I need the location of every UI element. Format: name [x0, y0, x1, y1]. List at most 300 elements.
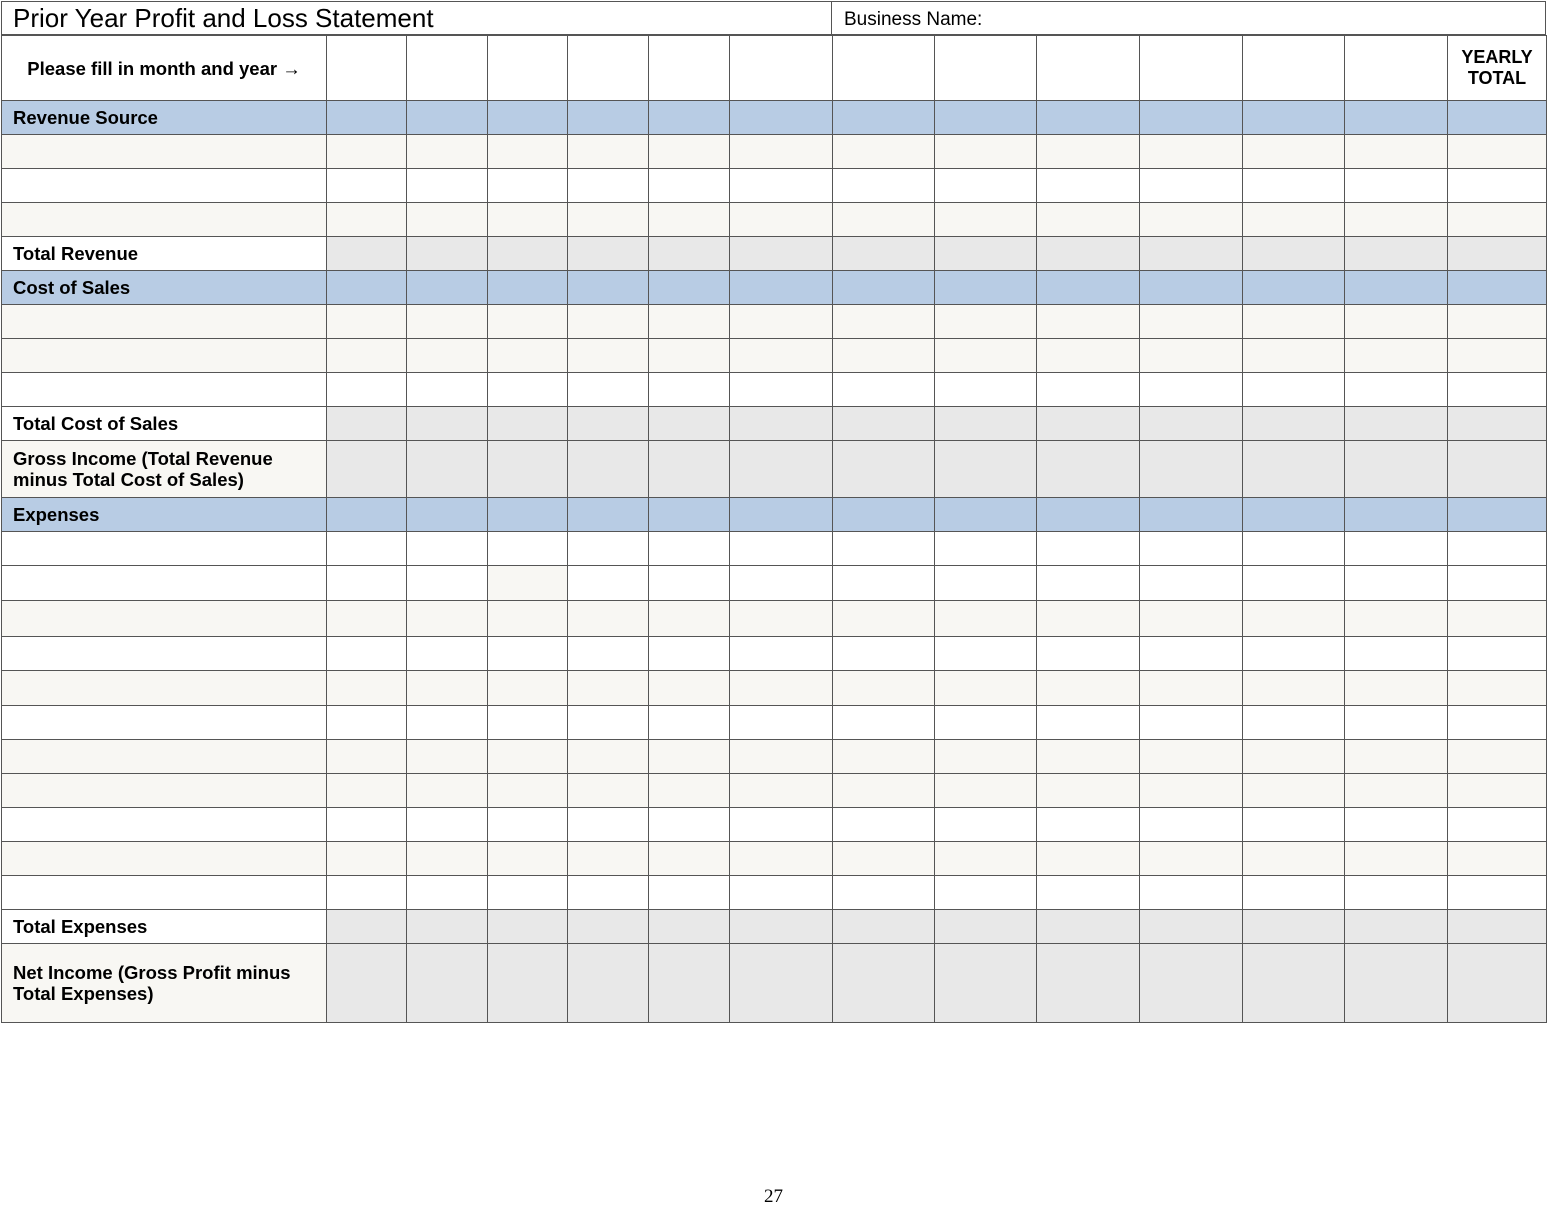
- amount-cell[interactable]: [407, 842, 488, 876]
- amount-cell[interactable]: [568, 566, 649, 601]
- amount-cell[interactable]: [1037, 441, 1140, 498]
- amount-cell[interactable]: [1037, 203, 1140, 237]
- amount-cell[interactable]: [833, 706, 935, 740]
- month-input[interactable]: [1037, 36, 1140, 101]
- amount-cell[interactable]: [730, 740, 833, 774]
- amount-cell[interactable]: [327, 305, 407, 339]
- yearly-total-cell[interactable]: [1448, 740, 1547, 774]
- amount-cell[interactable]: [1140, 671, 1243, 706]
- amount-cell[interactable]: [730, 532, 833, 566]
- amount-cell[interactable]: [935, 305, 1037, 339]
- amount-cell[interactable]: [833, 305, 935, 339]
- amount-cell[interactable]: [1037, 671, 1140, 706]
- amount-cell[interactable]: [833, 566, 935, 601]
- amount-cell[interactable]: [488, 842, 568, 876]
- amount-cell[interactable]: [1037, 407, 1140, 441]
- amount-cell[interactable]: [568, 441, 649, 498]
- amount-cell[interactable]: [1243, 441, 1345, 498]
- amount-cell[interactable]: [327, 441, 407, 498]
- amount-cell[interactable]: [730, 637, 833, 671]
- amount-cell[interactable]: [568, 740, 649, 774]
- amount-cell[interactable]: [935, 876, 1037, 910]
- amount-cell[interactable]: [327, 910, 407, 944]
- amount-cell[interactable]: [407, 910, 488, 944]
- amount-cell[interactable]: [1037, 339, 1140, 373]
- amount-cell[interactable]: [649, 407, 730, 441]
- month-input[interactable]: [935, 36, 1037, 101]
- line-item-label-input[interactable]: [2, 373, 327, 407]
- amount-cell[interactable]: [1243, 671, 1345, 706]
- amount-cell[interactable]: [649, 237, 730, 271]
- amount-cell[interactable]: [327, 532, 407, 566]
- amount-cell[interactable]: [649, 566, 730, 601]
- amount-cell[interactable]: [407, 373, 488, 407]
- amount-cell[interactable]: [649, 203, 730, 237]
- yearly-total-cell[interactable]: [1448, 373, 1547, 407]
- amount-cell[interactable]: [327, 808, 407, 842]
- amount-cell[interactable]: [1037, 944, 1140, 1023]
- amount-cell[interactable]: [1345, 876, 1448, 910]
- amount-cell[interactable]: [1345, 944, 1448, 1023]
- amount-cell[interactable]: [1140, 237, 1243, 271]
- amount-cell[interactable]: [327, 637, 407, 671]
- amount-cell[interactable]: [1037, 910, 1140, 944]
- amount-cell[interactable]: [488, 706, 568, 740]
- amount-cell[interactable]: [568, 876, 649, 910]
- amount-cell[interactable]: [833, 740, 935, 774]
- yearly-total-cell[interactable]: [1448, 774, 1547, 808]
- amount-cell[interactable]: [833, 876, 935, 910]
- amount-cell[interactable]: [1243, 203, 1345, 237]
- yearly-total-cell[interactable]: [1448, 706, 1547, 740]
- amount-cell[interactable]: [833, 135, 935, 169]
- amount-cell[interactable]: [935, 671, 1037, 706]
- amount-cell[interactable]: [730, 808, 833, 842]
- amount-cell[interactable]: [649, 944, 730, 1023]
- yearly-total-cell[interactable]: [1448, 566, 1547, 601]
- amount-cell[interactable]: [1345, 237, 1448, 271]
- month-input[interactable]: [488, 36, 568, 101]
- amount-cell[interactable]: [488, 944, 568, 1023]
- month-input[interactable]: [730, 36, 833, 101]
- amount-cell[interactable]: [730, 910, 833, 944]
- amount-cell[interactable]: [1140, 203, 1243, 237]
- amount-cell[interactable]: [1345, 373, 1448, 407]
- amount-cell[interactable]: [1140, 876, 1243, 910]
- amount-cell[interactable]: [833, 373, 935, 407]
- amount-cell[interactable]: [407, 774, 488, 808]
- amount-cell[interactable]: [833, 808, 935, 842]
- yearly-total-cell[interactable]: [1448, 441, 1547, 498]
- amount-cell[interactable]: [833, 910, 935, 944]
- amount-cell[interactable]: [649, 671, 730, 706]
- amount-cell[interactable]: [568, 169, 649, 203]
- amount-cell[interactable]: [1243, 305, 1345, 339]
- amount-cell[interactable]: [1345, 671, 1448, 706]
- amount-cell[interactable]: [833, 169, 935, 203]
- amount-cell[interactable]: [1243, 135, 1345, 169]
- amount-cell[interactable]: [1345, 135, 1448, 169]
- amount-cell[interactable]: [649, 910, 730, 944]
- amount-cell[interactable]: [1243, 706, 1345, 740]
- amount-cell[interactable]: [1037, 373, 1140, 407]
- amount-cell[interactable]: [1140, 808, 1243, 842]
- amount-cell[interactable]: [568, 910, 649, 944]
- amount-cell[interactable]: [488, 203, 568, 237]
- amount-cell[interactable]: [568, 808, 649, 842]
- amount-cell[interactable]: [935, 203, 1037, 237]
- amount-cell[interactable]: [1345, 601, 1448, 637]
- amount-cell[interactable]: [730, 566, 833, 601]
- amount-cell[interactable]: [649, 876, 730, 910]
- amount-cell[interactable]: [730, 706, 833, 740]
- amount-cell[interactable]: [1140, 305, 1243, 339]
- yearly-total-cell[interactable]: [1448, 601, 1547, 637]
- amount-cell[interactable]: [407, 339, 488, 373]
- amount-cell[interactable]: [407, 305, 488, 339]
- amount-cell[interactable]: [568, 944, 649, 1023]
- amount-cell[interactable]: [730, 774, 833, 808]
- amount-cell[interactable]: [488, 135, 568, 169]
- amount-cell[interactable]: [407, 706, 488, 740]
- amount-cell[interactable]: [488, 407, 568, 441]
- amount-cell[interactable]: [730, 305, 833, 339]
- line-item-label-input[interactable]: [2, 169, 327, 203]
- amount-cell[interactable]: [730, 944, 833, 1023]
- amount-cell[interactable]: [407, 203, 488, 237]
- amount-cell[interactable]: [488, 339, 568, 373]
- amount-cell[interactable]: [1243, 774, 1345, 808]
- amount-cell[interactable]: [1037, 135, 1140, 169]
- amount-cell[interactable]: [1345, 339, 1448, 373]
- yearly-total-cell[interactable]: [1448, 671, 1547, 706]
- amount-cell[interactable]: [1243, 740, 1345, 774]
- amount-cell[interactable]: [935, 407, 1037, 441]
- line-item-label-input[interactable]: [2, 566, 327, 601]
- amount-cell[interactable]: [649, 706, 730, 740]
- line-item-label-input[interactable]: [2, 740, 327, 774]
- amount-cell[interactable]: [1140, 637, 1243, 671]
- amount-cell[interactable]: [833, 203, 935, 237]
- amount-cell[interactable]: [1140, 135, 1243, 169]
- amount-cell[interactable]: [935, 706, 1037, 740]
- amount-cell[interactable]: [1243, 910, 1345, 944]
- amount-cell[interactable]: [1037, 566, 1140, 601]
- amount-cell[interactable]: [833, 601, 935, 637]
- amount-cell[interactable]: [1037, 601, 1140, 637]
- amount-cell[interactable]: [327, 203, 407, 237]
- amount-cell[interactable]: [488, 566, 568, 601]
- amount-cell[interactable]: [1243, 876, 1345, 910]
- amount-cell[interactable]: [407, 135, 488, 169]
- amount-cell[interactable]: [730, 407, 833, 441]
- amount-cell[interactable]: [935, 532, 1037, 566]
- amount-cell[interactable]: [833, 774, 935, 808]
- amount-cell[interactable]: [833, 237, 935, 271]
- amount-cell[interactable]: [1345, 740, 1448, 774]
- amount-cell[interactable]: [407, 237, 488, 271]
- amount-cell[interactable]: [488, 373, 568, 407]
- amount-cell[interactable]: [833, 532, 935, 566]
- amount-cell[interactable]: [1037, 532, 1140, 566]
- amount-cell[interactable]: [730, 373, 833, 407]
- amount-cell[interactable]: [1243, 808, 1345, 842]
- month-input[interactable]: [407, 36, 488, 101]
- amount-cell[interactable]: [488, 637, 568, 671]
- amount-cell[interactable]: [327, 876, 407, 910]
- amount-cell[interactable]: [1243, 566, 1345, 601]
- line-item-label-input[interactable]: [2, 339, 327, 373]
- yearly-total-cell[interactable]: [1448, 203, 1547, 237]
- amount-cell[interactable]: [1345, 566, 1448, 601]
- line-item-label-input[interactable]: [2, 842, 327, 876]
- amount-cell[interactable]: [1140, 774, 1243, 808]
- amount-cell[interactable]: [1243, 637, 1345, 671]
- yearly-total-cell[interactable]: [1448, 876, 1547, 910]
- amount-cell[interactable]: [407, 876, 488, 910]
- amount-cell[interactable]: [1243, 601, 1345, 637]
- amount-cell[interactable]: [1140, 944, 1243, 1023]
- amount-cell[interactable]: [1345, 532, 1448, 566]
- amount-cell[interactable]: [1345, 910, 1448, 944]
- amount-cell[interactable]: [649, 601, 730, 637]
- amount-cell[interactable]: [833, 407, 935, 441]
- amount-cell[interactable]: [327, 339, 407, 373]
- amount-cell[interactable]: [568, 532, 649, 566]
- amount-cell[interactable]: [1243, 169, 1345, 203]
- amount-cell[interactable]: [1345, 441, 1448, 498]
- amount-cell[interactable]: [649, 135, 730, 169]
- yearly-total-cell[interactable]: [1448, 339, 1547, 373]
- amount-cell[interactable]: [935, 910, 1037, 944]
- amount-cell[interactable]: [649, 169, 730, 203]
- amount-cell[interactable]: [833, 441, 935, 498]
- amount-cell[interactable]: [407, 601, 488, 637]
- amount-cell[interactable]: [833, 671, 935, 706]
- amount-cell[interactable]: [568, 407, 649, 441]
- amount-cell[interactable]: [1345, 637, 1448, 671]
- amount-cell[interactable]: [1140, 842, 1243, 876]
- amount-cell[interactable]: [935, 169, 1037, 203]
- amount-cell[interactable]: [327, 774, 407, 808]
- yearly-total-cell[interactable]: [1448, 135, 1547, 169]
- amount-cell[interactable]: [327, 671, 407, 706]
- amount-cell[interactable]: [488, 740, 568, 774]
- month-input[interactable]: [568, 36, 649, 101]
- amount-cell[interactable]: [649, 808, 730, 842]
- amount-cell[interactable]: [1037, 237, 1140, 271]
- amount-cell[interactable]: [1243, 373, 1345, 407]
- line-item-label-input[interactable]: [2, 706, 327, 740]
- business-name-field[interactable]: [831, 1, 1546, 35]
- amount-cell[interactable]: [568, 842, 649, 876]
- amount-cell[interactable]: [1037, 842, 1140, 876]
- amount-cell[interactable]: [1140, 407, 1243, 441]
- amount-cell[interactable]: [730, 339, 833, 373]
- line-item-label-input[interactable]: [2, 203, 327, 237]
- amount-cell[interactable]: [730, 169, 833, 203]
- amount-cell[interactable]: [407, 671, 488, 706]
- line-item-label-input[interactable]: [2, 532, 327, 566]
- amount-cell[interactable]: [935, 637, 1037, 671]
- amount-cell[interactable]: [1037, 169, 1140, 203]
- amount-cell[interactable]: [649, 774, 730, 808]
- line-item-label-input[interactable]: [2, 671, 327, 706]
- amount-cell[interactable]: [649, 441, 730, 498]
- amount-cell[interactable]: [649, 637, 730, 671]
- yearly-total-cell[interactable]: [1448, 305, 1547, 339]
- month-input[interactable]: [833, 36, 935, 101]
- amount-cell[interactable]: [935, 944, 1037, 1023]
- amount-cell[interactable]: [407, 944, 488, 1023]
- amount-cell[interactable]: [649, 305, 730, 339]
- amount-cell[interactable]: [935, 441, 1037, 498]
- amount-cell[interactable]: [935, 601, 1037, 637]
- amount-cell[interactable]: [1243, 944, 1345, 1023]
- yearly-total-cell[interactable]: [1448, 532, 1547, 566]
- amount-cell[interactable]: [1243, 237, 1345, 271]
- amount-cell[interactable]: [1345, 169, 1448, 203]
- amount-cell[interactable]: [649, 532, 730, 566]
- amount-cell[interactable]: [1243, 842, 1345, 876]
- line-item-label-input[interactable]: [2, 135, 327, 169]
- amount-cell[interactable]: [407, 169, 488, 203]
- amount-cell[interactable]: [327, 373, 407, 407]
- amount-cell[interactable]: [407, 637, 488, 671]
- amount-cell[interactable]: [649, 339, 730, 373]
- amount-cell[interactable]: [1345, 808, 1448, 842]
- amount-cell[interactable]: [1037, 305, 1140, 339]
- amount-cell[interactable]: [730, 876, 833, 910]
- amount-cell[interactable]: [935, 135, 1037, 169]
- amount-cell[interactable]: [833, 944, 935, 1023]
- amount-cell[interactable]: [935, 566, 1037, 601]
- amount-cell[interactable]: [407, 407, 488, 441]
- yearly-total-cell[interactable]: [1448, 910, 1547, 944]
- amount-cell[interactable]: [568, 774, 649, 808]
- line-item-label-input[interactable]: [2, 601, 327, 637]
- month-input[interactable]: [1243, 36, 1345, 101]
- amount-cell[interactable]: [407, 808, 488, 842]
- amount-cell[interactable]: [833, 637, 935, 671]
- amount-cell[interactable]: [1345, 842, 1448, 876]
- amount-cell[interactable]: [327, 135, 407, 169]
- amount-cell[interactable]: [1345, 774, 1448, 808]
- amount-cell[interactable]: [649, 740, 730, 774]
- amount-cell[interactable]: [1140, 339, 1243, 373]
- amount-cell[interactable]: [327, 601, 407, 637]
- amount-cell[interactable]: [488, 305, 568, 339]
- amount-cell[interactable]: [730, 441, 833, 498]
- amount-cell[interactable]: [568, 203, 649, 237]
- amount-cell[interactable]: [568, 237, 649, 271]
- amount-cell[interactable]: [568, 339, 649, 373]
- amount-cell[interactable]: [730, 601, 833, 637]
- amount-cell[interactable]: [488, 441, 568, 498]
- amount-cell[interactable]: [327, 944, 407, 1023]
- line-item-label-input[interactable]: [2, 808, 327, 842]
- amount-cell[interactable]: [1037, 808, 1140, 842]
- amount-cell[interactable]: [1037, 637, 1140, 671]
- amount-cell[interactable]: [1345, 305, 1448, 339]
- yearly-total-cell[interactable]: [1448, 637, 1547, 671]
- amount-cell[interactable]: [327, 740, 407, 774]
- line-item-label-input[interactable]: [2, 774, 327, 808]
- amount-cell[interactable]: [327, 566, 407, 601]
- amount-cell[interactable]: [488, 532, 568, 566]
- amount-cell[interactable]: [1140, 532, 1243, 566]
- amount-cell[interactable]: [488, 671, 568, 706]
- amount-cell[interactable]: [1140, 601, 1243, 637]
- yearly-total-cell[interactable]: [1448, 944, 1547, 1023]
- amount-cell[interactable]: [1037, 774, 1140, 808]
- amount-cell[interactable]: [568, 671, 649, 706]
- amount-cell[interactable]: [407, 532, 488, 566]
- amount-cell[interactable]: [488, 774, 568, 808]
- month-input[interactable]: [649, 36, 730, 101]
- amount-cell[interactable]: [833, 842, 935, 876]
- yearly-total-cell[interactable]: [1448, 407, 1547, 441]
- amount-cell[interactable]: [1345, 407, 1448, 441]
- amount-cell[interactable]: [1140, 706, 1243, 740]
- amount-cell[interactable]: [488, 237, 568, 271]
- amount-cell[interactable]: [407, 740, 488, 774]
- amount-cell[interactable]: [1037, 876, 1140, 910]
- amount-cell[interactable]: [935, 373, 1037, 407]
- amount-cell[interactable]: [1037, 706, 1140, 740]
- amount-cell[interactable]: [730, 135, 833, 169]
- amount-cell[interactable]: [935, 740, 1037, 774]
- amount-cell[interactable]: [1345, 706, 1448, 740]
- amount-cell[interactable]: [1243, 407, 1345, 441]
- amount-cell[interactable]: [327, 169, 407, 203]
- amount-cell[interactable]: [327, 706, 407, 740]
- amount-cell[interactable]: [935, 237, 1037, 271]
- amount-cell[interactable]: [568, 135, 649, 169]
- amount-cell[interactable]: [488, 808, 568, 842]
- amount-cell[interactable]: [568, 706, 649, 740]
- amount-cell[interactable]: [407, 441, 488, 498]
- yearly-total-cell[interactable]: [1448, 808, 1547, 842]
- amount-cell[interactable]: [730, 237, 833, 271]
- line-item-label-input[interactable]: [2, 876, 327, 910]
- amount-cell[interactable]: [649, 373, 730, 407]
- amount-cell[interactable]: [1243, 532, 1345, 566]
- amount-cell[interactable]: [935, 339, 1037, 373]
- amount-cell[interactable]: [730, 203, 833, 237]
- amount-cell[interactable]: [488, 169, 568, 203]
- amount-cell[interactable]: [488, 876, 568, 910]
- yearly-total-cell[interactable]: [1448, 237, 1547, 271]
- amount-cell[interactable]: [935, 774, 1037, 808]
- amount-cell[interactable]: [568, 305, 649, 339]
- amount-cell[interactable]: [730, 671, 833, 706]
- amount-cell[interactable]: [1140, 441, 1243, 498]
- amount-cell[interactable]: [327, 237, 407, 271]
- amount-cell[interactable]: [1037, 740, 1140, 774]
- month-input[interactable]: [1140, 36, 1243, 101]
- amount-cell[interactable]: [488, 601, 568, 637]
- amount-cell[interactable]: [1140, 566, 1243, 601]
- amount-cell[interactable]: [1140, 910, 1243, 944]
- amount-cell[interactable]: [327, 407, 407, 441]
- line-item-label-input[interactable]: [2, 305, 327, 339]
- amount-cell[interactable]: [1140, 740, 1243, 774]
- amount-cell[interactable]: [1243, 339, 1345, 373]
- yearly-total-cell[interactable]: [1448, 842, 1547, 876]
- amount-cell[interactable]: [935, 808, 1037, 842]
- amount-cell[interactable]: [568, 373, 649, 407]
